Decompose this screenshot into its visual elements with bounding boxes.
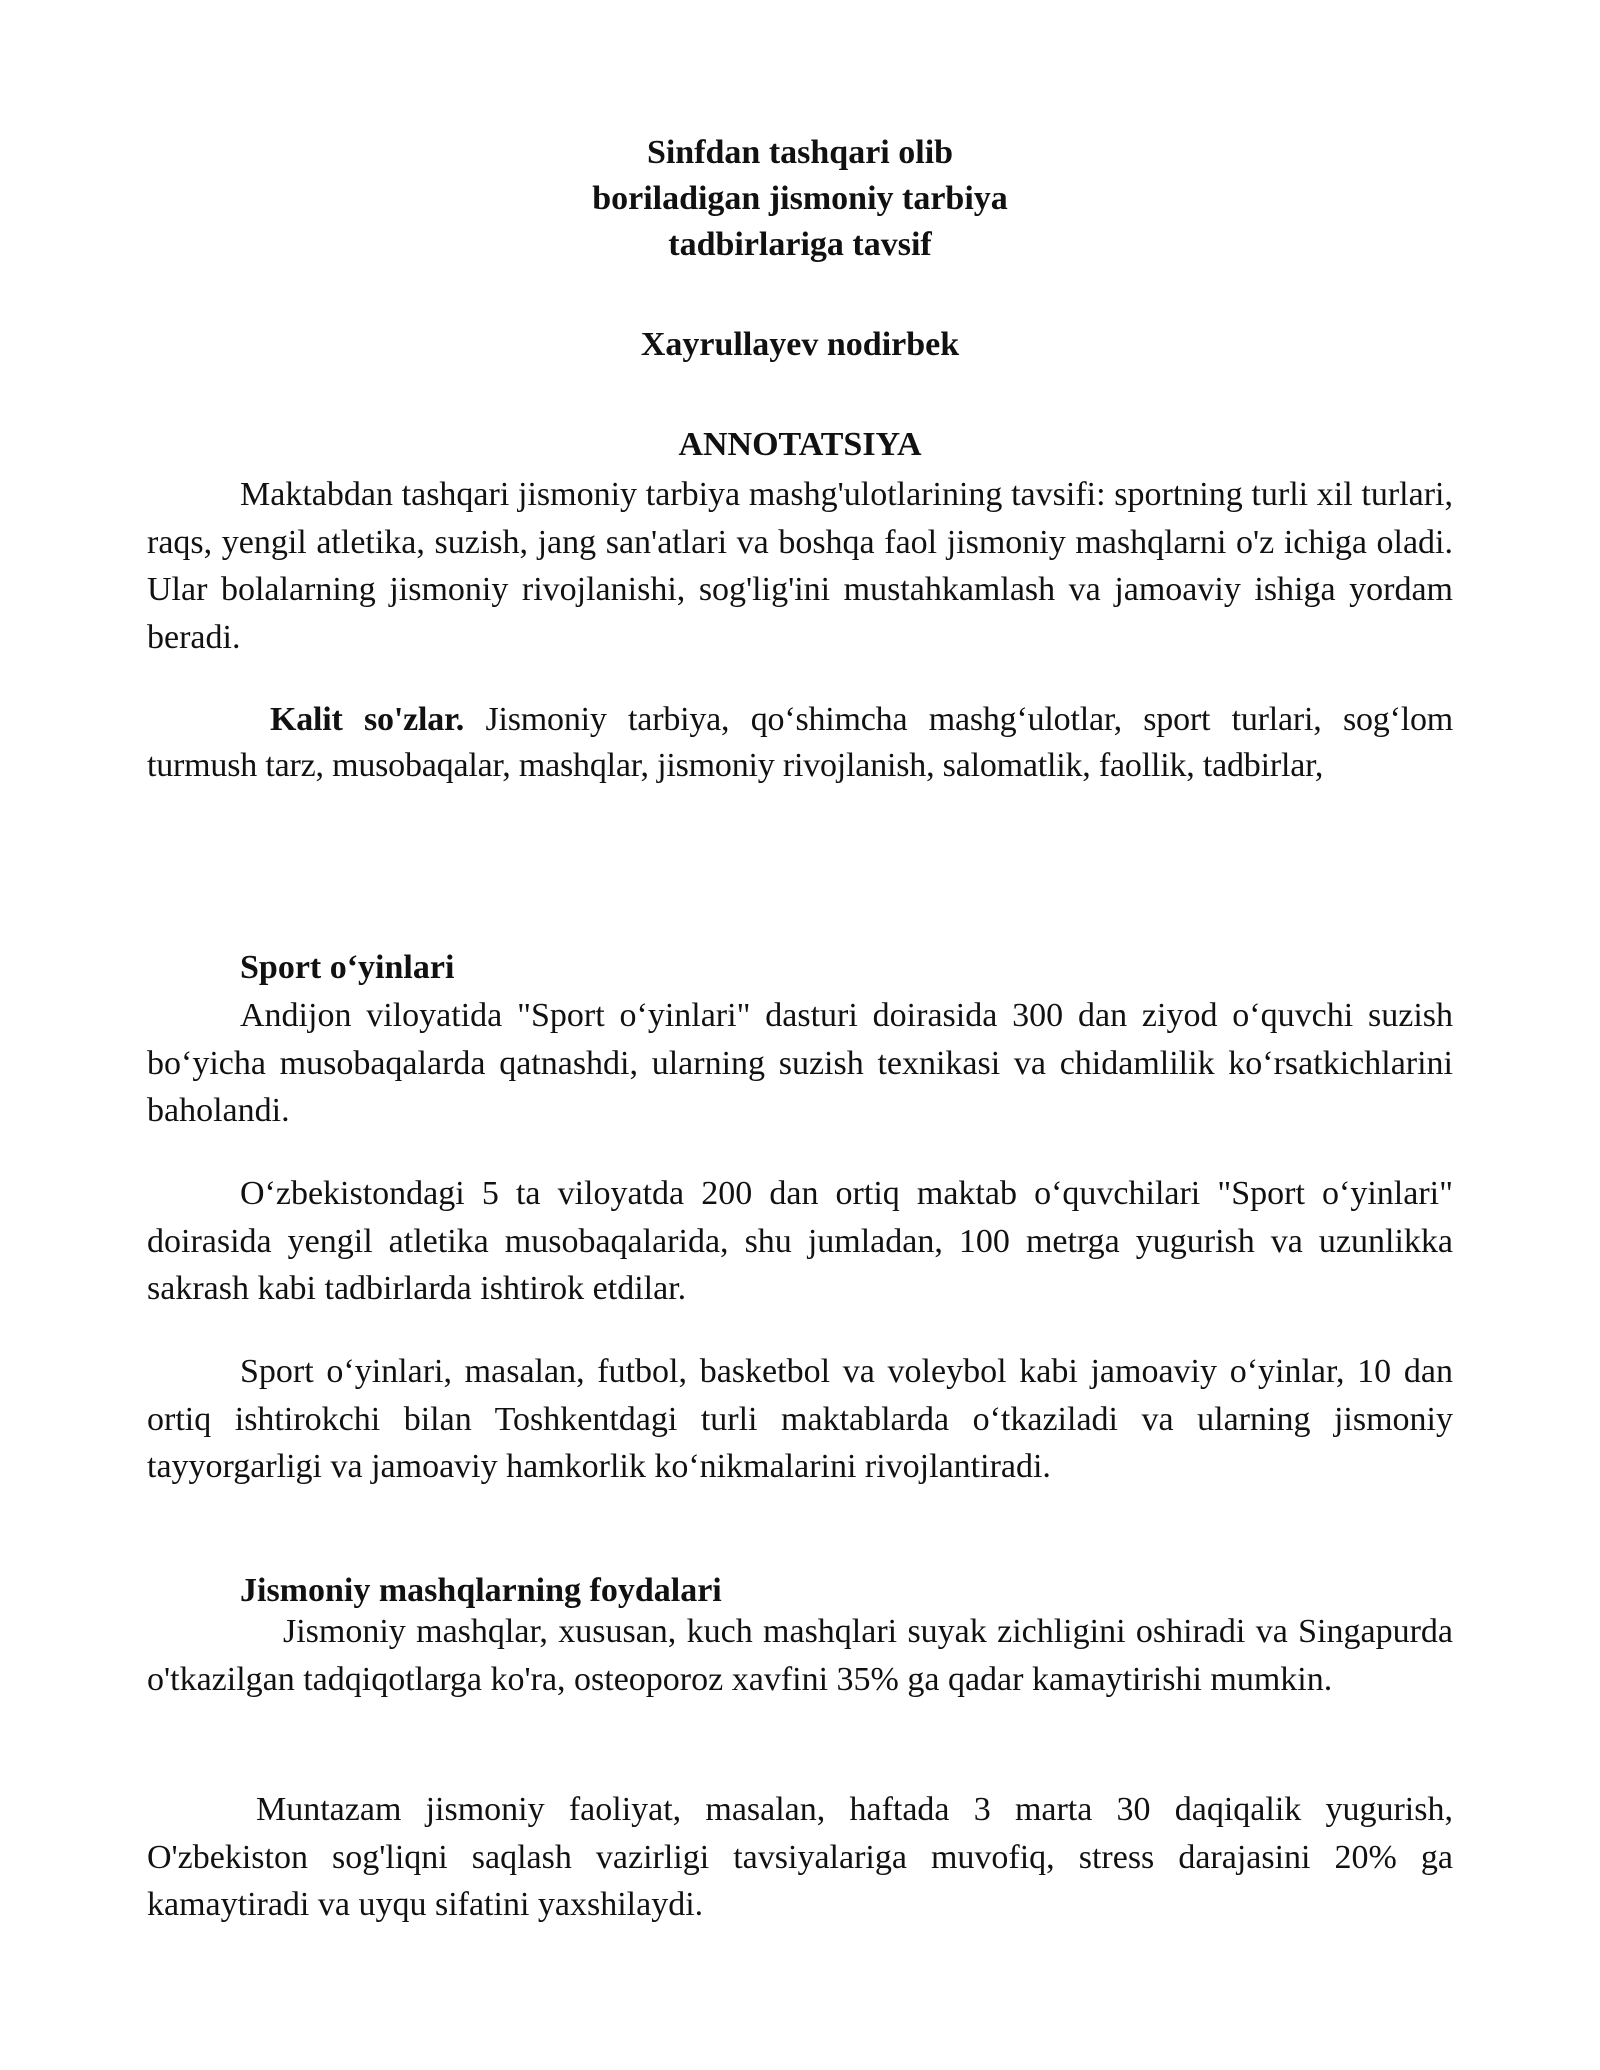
keywords-text: Jismoniy tarbiya, qo‘shimcha mashg‘ulotlar, sport turlari, sog‘lom turmush tarz, musobaqalar, mashqlar, jismoniy rivojlanish, salomatlik, faollik, tadbirlar,	[147, 701, 1454, 784]
section1-paragraph-3: Sport o‘yinlari, masalan, futbol, basketbol va voleybol kabi jamoaviy o‘yinlar, 10 dan ortiq ishtirokchi bilan Toshkentdagi turli maktablarda o‘tkaziladi va ularning jismoniy tayyorgarligi va jamoaviy hamkorlik ko‘nikmalarini rivojlantiradi.	[147, 1353, 1453, 1485]
title-line-1: Sinfdan tashqari olib	[646, 134, 954, 171]
section-heading-exercise-benefits: Jismoniy mashqlarning foydalari	[240, 1572, 722, 1609]
title-line-2: boriladigan jismoniy tarbiya	[592, 180, 1008, 217]
annotation-heading: ANNOTATSIYA	[678, 426, 922, 463]
title-line-3: tadbirlariga tavsif	[668, 226, 932, 263]
section1-paragraph-2: O‘zbekistondagi 5 ta viloyatda 200 dan ortiq maktab o‘quvchilari "Sport o‘yinlari" doirasida yengil atletika musobaqalarida, shu jumladan, 100 metrga yugurish va uzunlikka sakrash kabi tadbirlarda ishtirok etdilar.	[147, 1175, 1453, 1307]
annotation-paragraph: Maktabdan tashqari jismoniy tarbiya mashg'ulotlarining tavsifi: sportning turli xil turlari, raqs, yengil atletika, suzish, jang san'atlari va boshqa faol jismoniy mashqlarni o'z ichiga oladi. Ular bolalarning jismoniy rivojlanishi, sog'lig'ini mustahkamlash va jamoaviy ishiga yordam beradi.	[147, 476, 1453, 656]
section1-paragraph-1: Andijon viloyatida "Sport o‘yinlari" dasturi doirasida 300 dan ziyod o‘quvchi suzish bo‘yicha musobaqalarda qatnashdi, ularning suzish texnikasi va chidamlilik ko‘rsatkichlarini baholandi.	[147, 997, 1453, 1129]
author-name: Xayrullayev nodirbek	[640, 326, 960, 363]
keywords-paragraph	[147, 697, 1453, 789]
section-heading-sport-games: Sport o‘yinlari	[240, 949, 455, 986]
section2-paragraph-2: Muntazam jismoniy faoliyat, masalan, haftada 3 marta 30 daqiqalik yugurish, O'zbekiston sog'liqni saqlash vazirligi tavsiyalariga muvofiq, stress darajasini 20% ga kamaytiradi va uyqu sifatini yaxshilaydi.	[147, 1791, 1453, 1923]
section2-paragraph-1: Jismoniy mashqlar, xususan, kuch mashqlari suyak zichligini oshiradi va Singapurda o'tkazilgan tadqiqotlarga ko'ra, osteoporoz xavfini 35% ga qadar kamaytirishi mumkin.	[147, 1613, 1453, 1698]
document-title	[0, 130, 1600, 268]
keywords-label: Kalit so'zlar.	[270, 701, 465, 738]
